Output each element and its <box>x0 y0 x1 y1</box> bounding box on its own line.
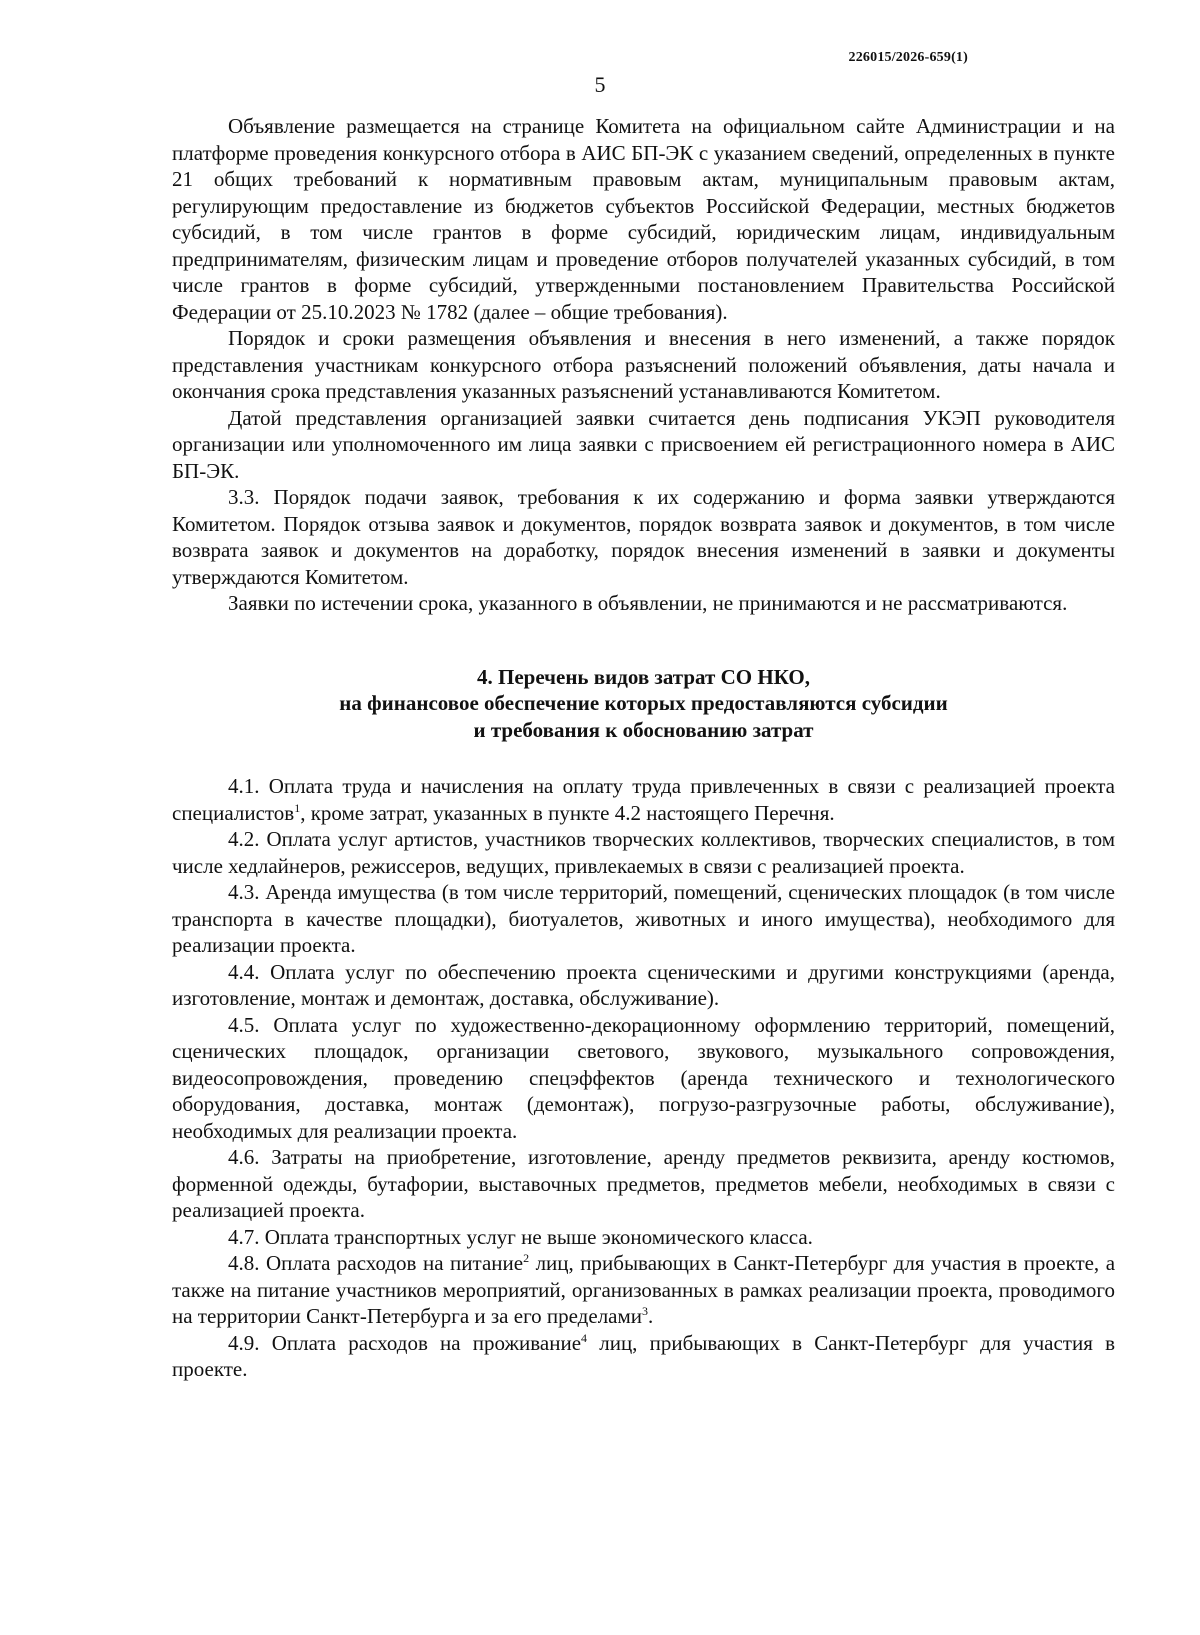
item-4-2: 4.2. Оплата услуг артистов, участников творческих коллективов, творческих специалистов, в том числе хедлайнеров, режиссеров, ведущих, привлекаемых в связи с реализацией проекта. <box>172 827 1115 878</box>
section-4-heading <box>172 664 1115 744</box>
document-body <box>172 113 1115 1383</box>
item-4-1-text: 4.1. Оплата труда и начисления на оплату труда привлеченных в связи с реализацией проекта специалистов <box>172 774 1115 825</box>
section-4-heading-line-2: на финансовое обеспечение которых предоставляются субсидии <box>339 691 948 715</box>
paragraph-3-3: 3.3. Порядок подачи заявок, требования к их содержанию и форма заявки утверждаются Комитетом. Порядок отзыва заявок и документов, порядок возврата заявок и документов, в том числе возврата заявок и документов на доработку, порядок внесения изменений в заявки и документы утверждаются Комитетом. <box>172 485 1115 589</box>
paragraph-announcement-procedure: Порядок и сроки размещения объявления и внесения в него изменений, а также порядок представления участникам конкурсного отбора разъяснений положений объявления, даты начала и окончания срока представления указанных разъяснений устанавливаются Комитетом. <box>172 326 1115 403</box>
item-4-3: 4.3. Аренда имущества (в том числе территорий, помещений, сценических площадок (в том числе транспорта в качестве площадки), биотуалетов, животных и иного имущества), необходимого для реализации проекта. <box>172 880 1115 957</box>
item-4-8-text-mid: лиц, прибывающих в Санкт-Петербург для участия в проекте, а также на питание участников мероприятий, организованных в рамках реализации проекта, проводимого на территории Санкт-Петербурга и за его пределами <box>172 1251 1116 1328</box>
section-4-heading-line-1: 4. Перечень видов затрат СО НКО, <box>477 664 810 689</box>
paragraph-application-date: Датой представления организацией заявки считается день подписания УКЭП руководителя организации или уполномоченного им лица заявки с присвоением ей регистрационного номера в АИС БП-ЭК. <box>172 405 1115 483</box>
paragraph-late-applications: Заявки по истечении срока, указанного в объявлении, не принимаются и не рассматриваются. <box>228 591 1068 615</box>
item-4-7: 4.7. Оплата транспортных услуг не выше экономического класса. <box>228 1224 813 1249</box>
footnote-ref-3: 3 <box>642 1304 649 1318</box>
paragraph-announcement: Объявление размещается на странице Комитета на официальном сайте Администрации и на платформе проведения конкурсного отбора в АИС БП-ЭК с указанием сведений, определенных в пункте 21 общих требований к нормативным правовым актам, муниципальным правовым актам, регулирующим предоставление из бюджетов субъектов Российской Федерации, местных бюджетов субсидий, в том числе грантов в форме субсидий, юридическим лицам, индивидуальным предпринимателям, физическим лицам и проведение отборов получателей указанных субсидий, в том числе грантов в форме субсидий, утвержденными постановлением Правительства Российской Федерации от 25.10.2023 № 1782 (далее – общие требования). <box>172 114 1115 324</box>
page-number: 5 <box>594 72 606 97</box>
footnote-ref-4: 4 <box>581 1330 588 1345</box>
item-4-6: 4.6. Затраты на приобретение, изготовление, аренду предметов реквизита, аренду костюмов, форменной одежды, бутафории, выставочных предметов, предметов мебели, необходимых в связи с реализацией проекта. <box>172 1145 1115 1222</box>
item-4-8-text-end: . <box>648 1304 654 1328</box>
item-4-4: 4.4. Оплата услуг по обеспечению проекта сценическими и другими конструкциями (аренда, изготовление, монтаж и демонтаж, доставка, обслуживание). <box>172 959 1115 1010</box>
item-4-1-text-end: , кроме затрат, указанных в пункте 4.2 настоящего Перечня. <box>300 800 835 825</box>
cost-items-list <box>172 773 1115 1383</box>
item-4-9-text: 4.9. Оплата расходов на проживание <box>228 1330 582 1355</box>
footnote-ref-1: 1 <box>294 800 301 815</box>
item-4-8-text: 4.8. Оплата расходов на питание <box>228 1251 524 1275</box>
item-4-5: 4.5. Оплата услуг по художественно-декорационному оформлению территорий, помещений, сценических площадок, организации светового, звукового, музыкального сопровождения, видеосопровождения, проведению спецэффектов (аренда технического и технологического оборудования, доставка, монтаж (демонтаж), погрузо-разгрузочные работы, обслуживание), необходимых для реализации проекта. <box>172 1012 1115 1143</box>
item-4-9-text-end: лиц, прибывающих в Санкт-Петербург для участия в проекте. <box>172 1330 1115 1381</box>
section-4-heading-line-3: и требования к обоснованию затрат <box>473 717 814 742</box>
item-4-8 <box>172 1250 1115 1330</box>
footnote-ref-2: 2 <box>523 1251 530 1265</box>
item-4-1 <box>172 773 1115 826</box>
document-id: 226015/2026-659(1) <box>848 50 968 65</box>
item-4-9 <box>172 1330 1115 1383</box>
